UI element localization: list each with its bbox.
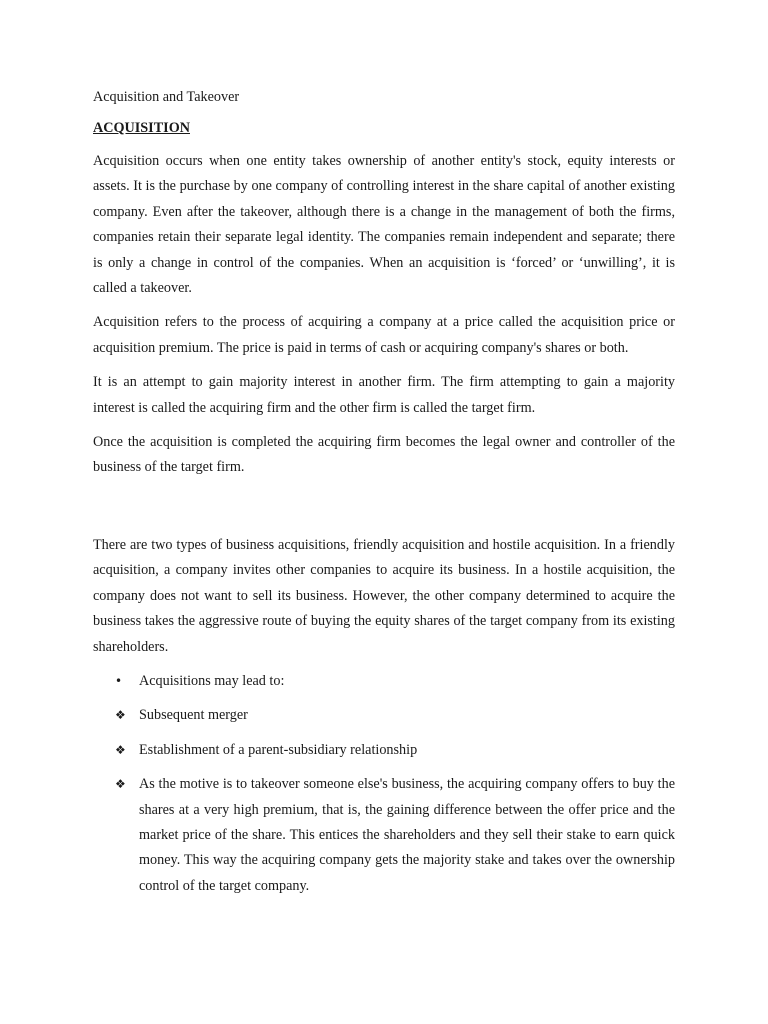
list-item-text: Subsequent merger bbox=[139, 707, 248, 724]
paragraph: Acquisition occurs when one entity takes ownership of another entity's stock, equity interests or assets. It is the purchase by one company of controlling interest in the share capital of another existing company. Even after the takeover, although there is a change in the management of both the firms, companies retain their separate legal identity. The companies remain independent and separate; there is only a change in control of the companies. When an acquisition is ‘forced’ or ‘unwilling’, it is called a takeover. bbox=[93, 153, 675, 297]
bullet-dot-icon: • bbox=[115, 673, 123, 688]
paragraph: Once the acquisition is completed the acquiring firm becomes the legal owner and controller of the business of the target firm. bbox=[93, 434, 675, 476]
diamond-bullet-icon: ❖ bbox=[115, 742, 126, 757]
paragraph: It is an attempt to gain majority interest in another firm. The firm attempting to gain a majority interest is called the acquiring firm and the other firm is called the target firm. bbox=[93, 374, 675, 416]
list-item bbox=[93, 669, 675, 694]
diamond-bullet-icon: ❖ bbox=[115, 777, 126, 792]
list-item bbox=[93, 772, 675, 899]
list-item bbox=[93, 738, 675, 763]
diamond-bullet-icon: ❖ bbox=[115, 708, 126, 723]
section-heading: ACQUISITION bbox=[93, 120, 190, 136]
document-title: Acquisition and Takeover bbox=[93, 89, 240, 105]
list-item-text: Acquisitions may lead to: bbox=[139, 672, 285, 689]
paragraph: Acquisition refers to the process of acquiring a company at a price called the acquisition price or acquisition premium. The price is paid in terms of cash or acquiring company's shares or both. bbox=[93, 314, 675, 356]
paragraph: There are two types of business acquisitions, friendly acquisition and hostile acquisition. In a friendly acquisition, a company invites other companies to acquire its business. In a hostile acquisition, the company does not want to sell its business. However, the other company determined to acquire the business takes the aggressive route of buying the equity shares of the target company from its existing shareholders. bbox=[93, 536, 675, 655]
list-item bbox=[93, 703, 675, 728]
bullet-list bbox=[93, 669, 675, 899]
list-item-text: Establishment of a parent-subsidiary relationship bbox=[139, 741, 418, 758]
document-page bbox=[93, 86, 675, 899]
list-item-text: As the motive is to takeover someone else's business, the acquiring company offers to buy the shares at a very high premium, that is, the gaining difference between the offer price and the market price of the share. This entices the shareholders and they sell their stake to earn quick money. This way the acquiring company gets the majority stake and takes over the ownership control of the target company. bbox=[139, 776, 675, 894]
